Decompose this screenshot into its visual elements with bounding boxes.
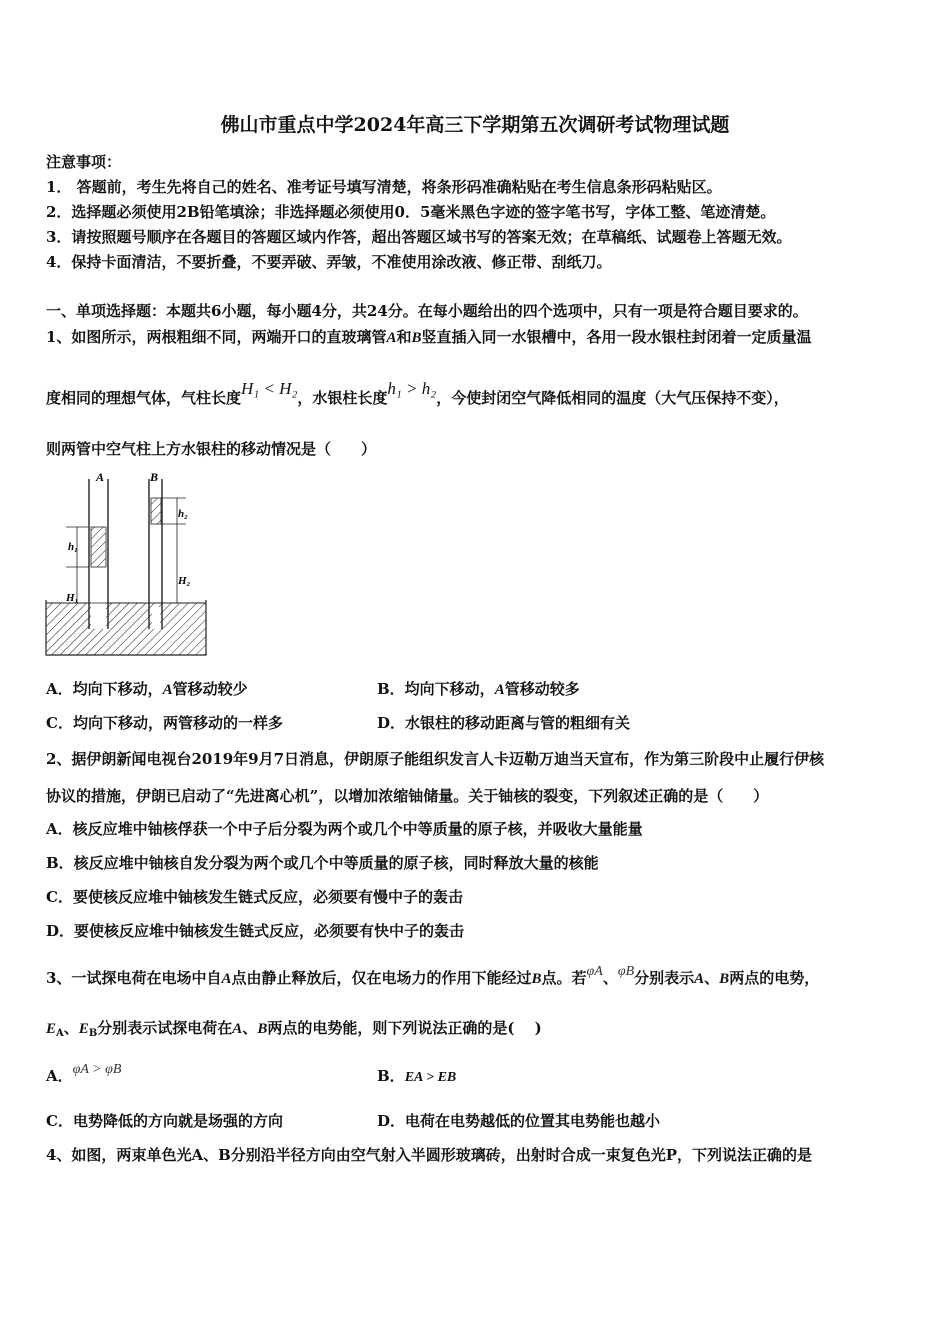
q3-option-c: C．电势降低的方向就是场强的方向	[46, 1112, 283, 1130]
mercury-trough	[46, 600, 206, 655]
phi-a-symbol: φA	[586, 964, 603, 979]
q4-line1: 4、如图，两束单色光A、B分别沿半径方向由空气射入半圆形玻璃砖，出射时合成一束复色光P，下列说法正确的是	[46, 1146, 813, 1164]
label-h2: h₂	[178, 508, 188, 520]
q3-line1: 3、一试探电荷在电场中自A点由静止释放后，仅在电场力的作用下能经过B点。若φA、φB分别表示A、B两点的电势，	[46, 964, 820, 987]
section-heading: 一、单项选择题：本题共6小题，每小题4分，共24分。在每小题给出的四个选项中，只有一项是符合题目要求的。	[46, 302, 808, 320]
phi-b-symbol: φB	[617, 964, 635, 979]
q2-option-d: D．要使核反应堆中铀核发生链式反应，必须要有快中子的轰击	[46, 922, 465, 940]
q2-option-c: C．要使核反应堆中铀核发生链式反应，必须要有慢中子的轰击	[46, 888, 463, 906]
q1-option-b: B．均向下移动，A管移动较多	[377, 680, 580, 698]
q3-option-d: D．电荷在电势越低的位置其电势能也越小	[377, 1112, 661, 1130]
dimension-lines	[66, 498, 186, 603]
label-a: A	[96, 470, 105, 484]
notice-item: 2．选择题必须使用2B铅笔填涂；非选择题必须使用0．5毫米黑色字迹的签字笔书写，字体工整、笔迹清楚。	[46, 203, 776, 221]
notice-item: 1． 答题前，考生先将自己的姓名、准考证号填写清楚，将条形码准确粘贴在考生信息条形码粘贴区。	[46, 178, 722, 196]
q3-line2: $E_A$、$E_B$分别表示试探电荷在A、B两点的电势能，则下列说法正确的是( )	[46, 1019, 542, 1039]
notice-item: 4．保持卡面清洁，不要折叠，不要弄破、弄皱，不准使用涂改液、修正带、刮纸刀。	[46, 253, 612, 271]
q1-figure	[44, 467, 210, 659]
label-H2: H₂	[178, 575, 191, 587]
q2-option-a: A．核反应堆中铀核俘获一个中子后分裂为两个或几个中等质量的原子核，并吸收大量能量	[46, 820, 643, 838]
q2-line2: 协议的措施，伊朗已启动了“先进离心机”，以增加浓缩铀储量。关于铀核的裂变，下列叙述正确的是（ ）	[46, 787, 769, 805]
q1-math-H: H₁ < H₂	[241, 379, 298, 398]
label-b: B	[150, 470, 159, 484]
q3-option-b: B．EA > EB	[377, 1067, 457, 1085]
q2-line1: 2、据伊朗新闻电视台2019年9月7日消息，伊朗原子能组织发言人卡迈勒万迪当天宣布，作为第三阶段中止履行伊核	[46, 750, 825, 768]
page-title: 佛山市重点中学2024年高三下学期第五次调研考试物理试题	[220, 114, 730, 136]
q3-option-a: A．φA > φB	[46, 1062, 122, 1085]
label-h1: h₁	[68, 541, 78, 553]
tube-a	[89, 479, 108, 629]
label-H1: H₁	[66, 592, 79, 604]
q2-option-b: B．核反应堆中铀核自发分裂为两个或几个中等质量的原子核，同时释放大量的核能	[46, 854, 599, 872]
q1-line2: 度相同的理想气体，气柱长度H₁ < H₂，水银柱长度h₁ > h₂，今使封闭空气降低相同的温度（大气压保持不变），	[46, 379, 789, 407]
q1-option-d: D．水银柱的移动距离与管的粗细有关	[377, 714, 631, 732]
q1-option-c: C．均向下移动，两管移动的一样多	[46, 714, 283, 732]
notice-item: 3．请按照题号顺序在各题目的答题区域内作答，超出答题区域书写的答案无效；在草稿纸、试题卷上答题无效。	[46, 228, 792, 246]
q1-line1: 1、如图所示，两根粗细不同，两端开口的直玻璃管A和B竖直插入同一水银槽中，各用一段水银柱封闭着一定质量温	[46, 328, 812, 346]
q1-math-h: h₁ > h₂	[387, 379, 437, 398]
q1-line3: 则两管中空气柱上方水银柱的移动情况是（ ）	[46, 440, 377, 458]
notice-heading: 注意事项：	[46, 153, 122, 171]
q1-option-a: A．均向下移动，A管移动较少	[46, 680, 248, 698]
